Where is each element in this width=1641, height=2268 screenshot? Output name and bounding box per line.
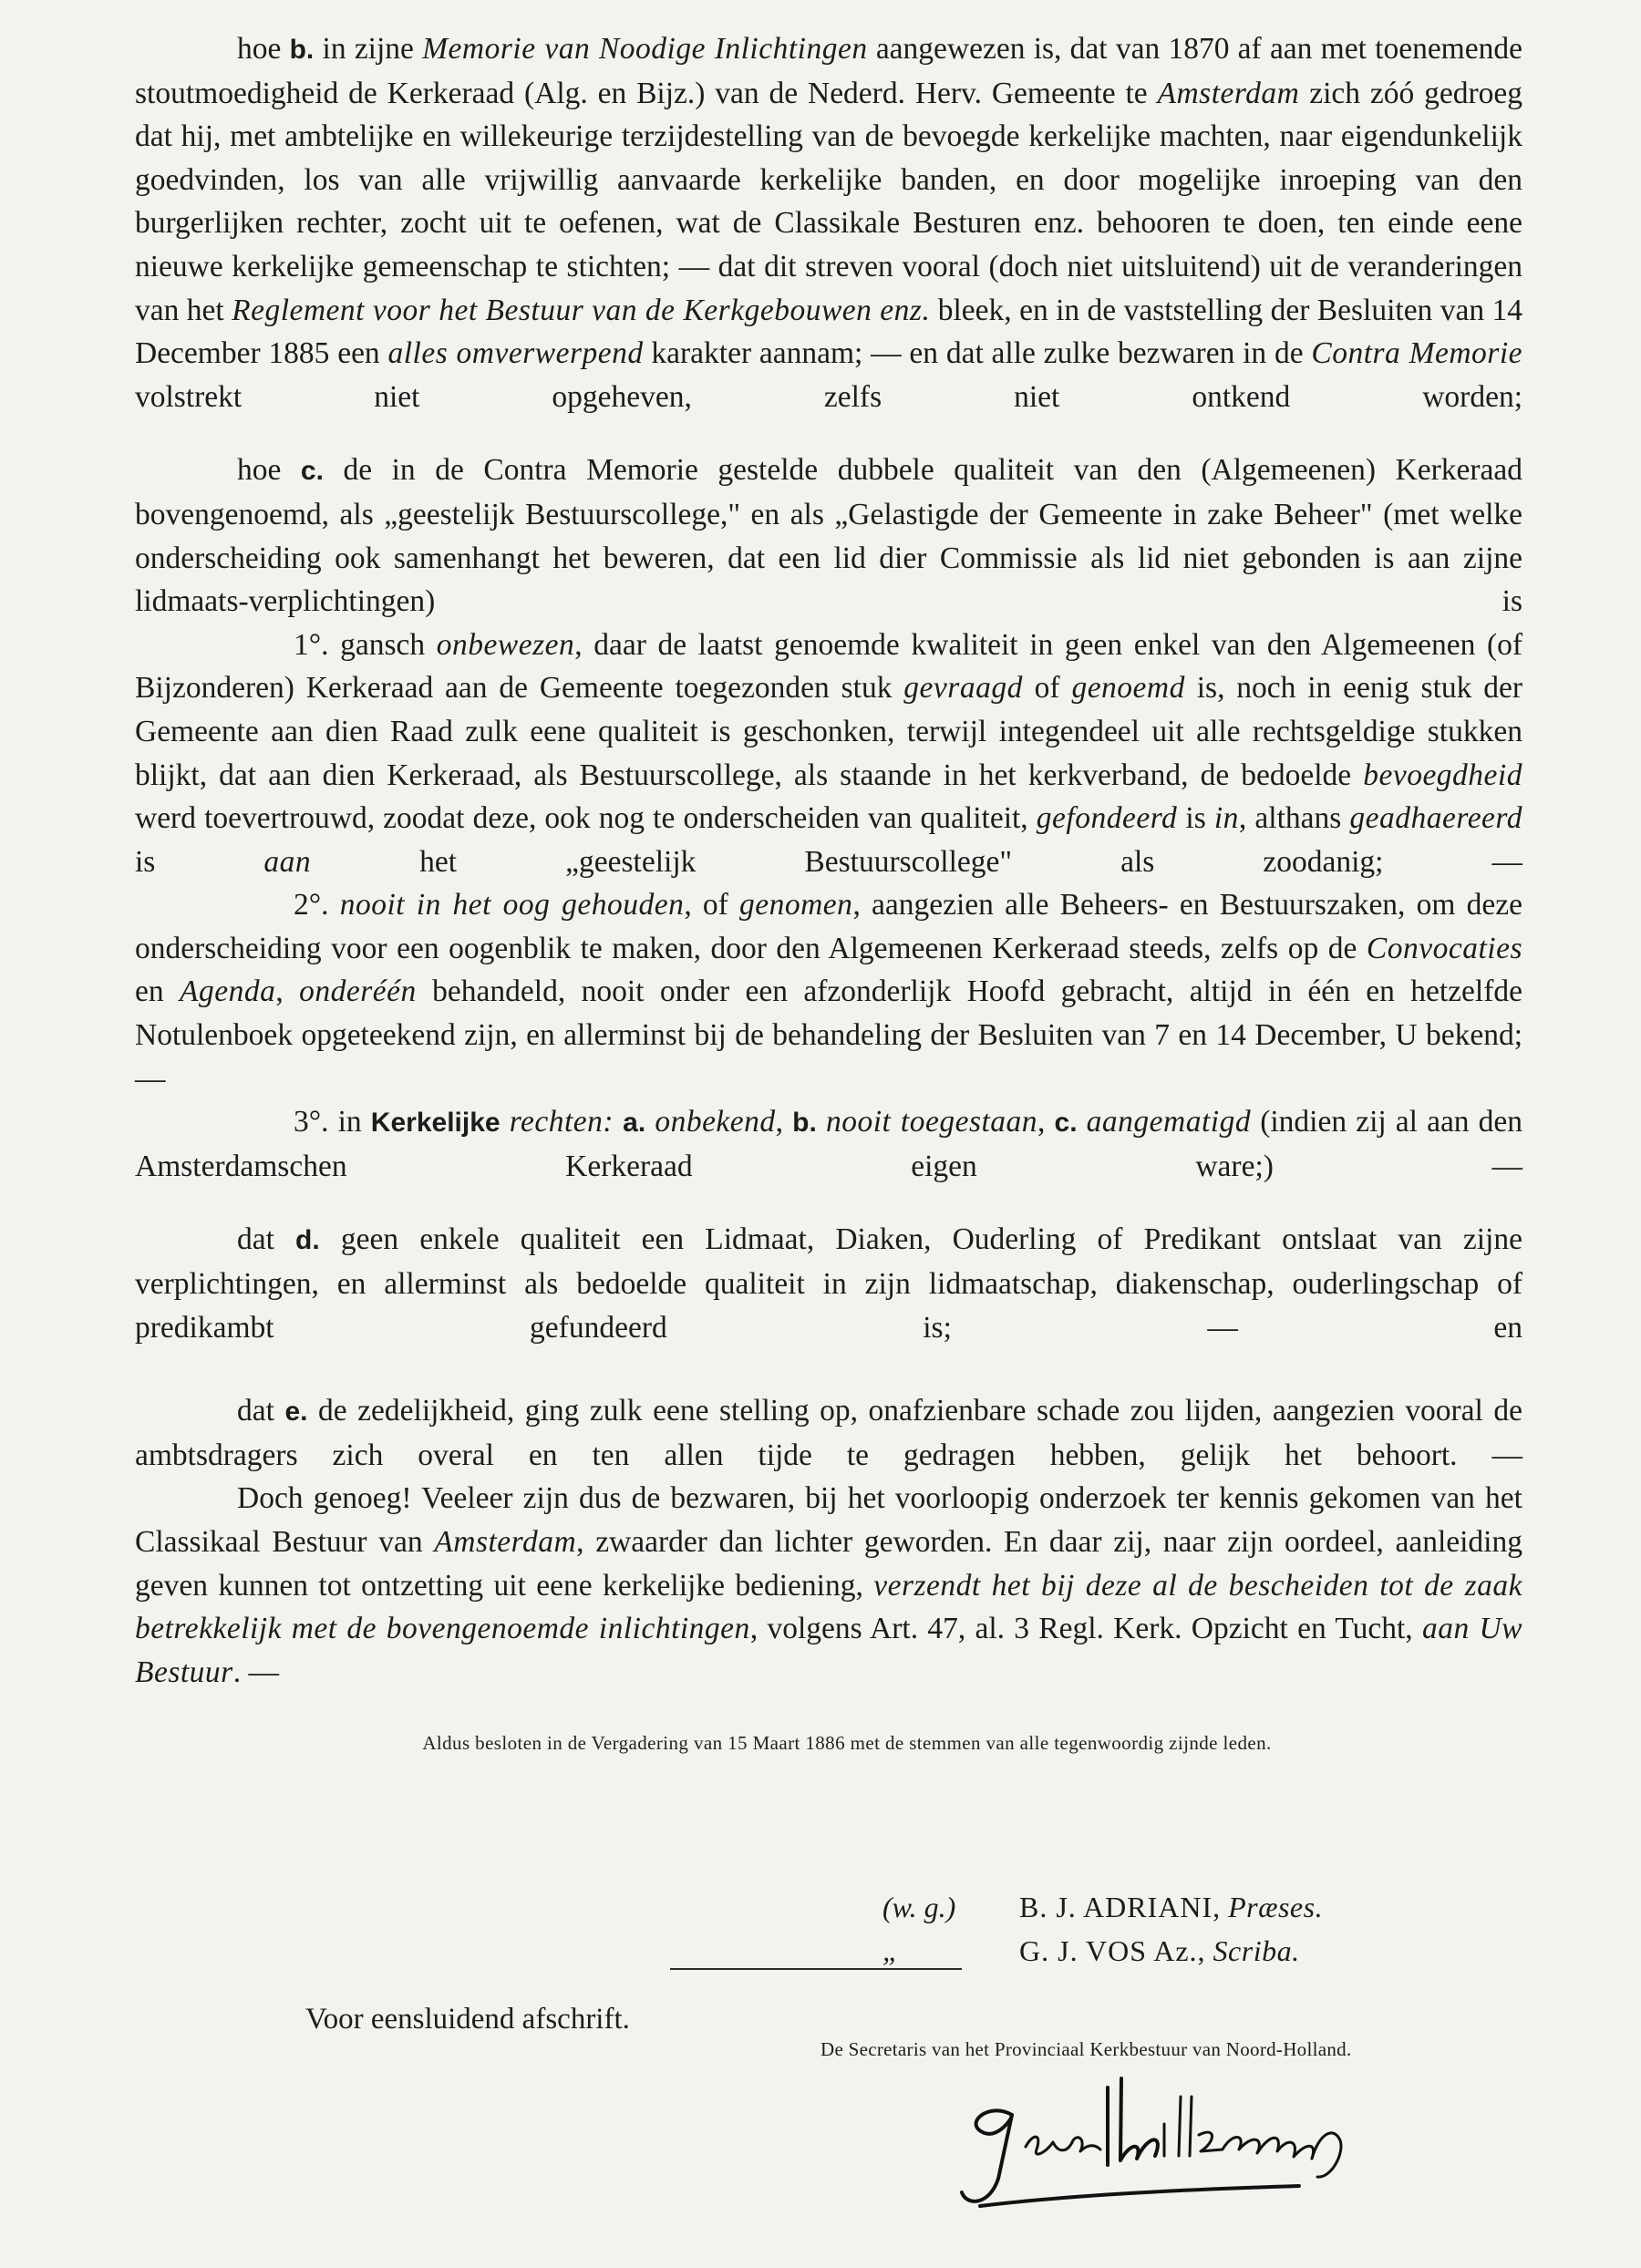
text: en [135, 974, 181, 1009]
italic-text: Contra Memorie [1311, 336, 1522, 371]
italic-text: gefondeerd [1036, 801, 1178, 836]
handwritten-signature [925, 2069, 1363, 2224]
text: werd toevertrouwd, zoodat deze, ook nog te onderscheiden van qualiteit, [135, 801, 1037, 836]
text: hoe [237, 453, 301, 488]
text: , althans [1238, 801, 1350, 836]
text: , [275, 974, 300, 1009]
italic-text: nooit in het oog gehouden [339, 888, 685, 923]
text [645, 1105, 655, 1139]
text: , [1037, 1105, 1055, 1139]
italic-text: Convocaties [1366, 931, 1522, 965]
text: in zijne [314, 32, 423, 66]
text: het „geestelijk Bestuurscollege" als zoodanig; — [311, 844, 1522, 879]
italic-text: alles omverwerpend [387, 336, 644, 371]
paragraph-c-2 [135, 883, 1522, 1100]
italic-text: aan Uw Bestuur [135, 1612, 1522, 1689]
text: behandeld, nooit onder een afzonderlijk Hoofd gebracht, altijd in één en hetzelfde Notulenboek opgeteekend zijn, en allerminst bij de behandeling der Besluiten van 7 en 14 December, U bekend; — [135, 974, 1523, 1096]
signer-role: Scriba. [1213, 1934, 1300, 1967]
text: of [1022, 671, 1072, 706]
item-marker: c. [300, 456, 324, 487]
bold-term: Kerkelijke [370, 1108, 501, 1139]
paragraph-c-3 [135, 1100, 1522, 1188]
italic-text: genoemd [1071, 671, 1185, 706]
text: dat [237, 1222, 296, 1257]
paragraph-b [135, 27, 1522, 418]
signer-row [882, 1929, 1323, 1973]
italic-text: nooit toegestaan [825, 1105, 1038, 1139]
text [614, 1105, 623, 1139]
signer-name: B. J. ADRIANI, [1019, 1891, 1222, 1923]
text: 3°. in [294, 1105, 371, 1139]
text: is [135, 844, 264, 879]
signer-label: (w. g.) [882, 1891, 956, 1923]
text: . — [232, 1655, 279, 1689]
italic-text: Reglement voor het Bestuur van de Kerkgebouwen enz. [232, 293, 931, 327]
item-marker: e. [284, 1397, 308, 1428]
divider-rule [670, 1968, 962, 1970]
italic-text: Amsterdam [434, 1525, 577, 1559]
text [817, 1105, 826, 1139]
text: Doch genoeg! Veeleer zijn dus de bezwaren, bij het voorloopig onderzoek ter kennis gekomen van het Classikaal Bestuur van [135, 1481, 1522, 1559]
signer-role: Præses. [1228, 1891, 1324, 1923]
paragraph-conclusion [135, 1477, 1522, 1694]
text: , of [684, 888, 739, 923]
text: is [1177, 801, 1214, 836]
italic-text: Agenda [180, 974, 276, 1009]
text: 2°. [294, 888, 340, 923]
signer-name: G. J. VOS Az., [1019, 1934, 1206, 1967]
item-marker: a. [623, 1108, 646, 1139]
italic-text: rechten: [509, 1105, 614, 1139]
text: karakter aannam; — en dat alle zulke bezwaren in de [643, 336, 1312, 371]
italic-text: onbewezen [436, 627, 575, 662]
text: hoe [237, 32, 290, 66]
paragraph-c-1 [135, 624, 1522, 884]
italic-text: Amsterdam [1157, 76, 1300, 110]
paragraph-c [135, 448, 1522, 623]
item-marker: b. [289, 35, 315, 65]
italic-text: bevoegdheid [1363, 758, 1522, 792]
text: , aangezien alle Beheers- en Bestuurszaken, om deze onderscheiding voor een oogenblik te maken, door den Algemeenen Kerkeraad steeds, zelfs op de [135, 888, 1522, 965]
italic-text: onbekend [655, 1105, 776, 1139]
text: aangewezen is, dat van 1870 af aan met toenemende stoutmoedigheid de Kerkeraad (Alg. en Bijz.) van de Nederd. Herv. Gemeente te [135, 32, 1522, 110]
item-marker: b. [792, 1108, 817, 1139]
paragraph-d [135, 1218, 1522, 1349]
signer-label: „ [882, 1934, 899, 1967]
italic-text: in [1213, 801, 1239, 836]
text: volstrekt niet opgeheven, zelfs niet ontkend worden; [135, 379, 1522, 414]
text: de zedelijkheid, ging zulk eene stelling op, onafzienbare schade zou lijden, aangezien vooral de ambtsdragers zich overal en ten allen tijde te gedragen hebben, gelijk het behoort. — [135, 1394, 1522, 1472]
text: , [775, 1105, 793, 1139]
text [1078, 1105, 1087, 1139]
text: (indien zij al aan den Amsterdamschen Kerkeraad eigen ware;) — [135, 1105, 1523, 1183]
text: geen enkele qualiteit een Lidmaat, Diaken, Ouderling of Predikant ontslaat van zijne verplichtingen, en allerminst als bedoelde qualiteit in zijn lidmaatschap, diakenschap, ouderlingschap of predikambt gefundeerd is; — en [135, 1222, 1522, 1345]
italic-text: aangematigd [1086, 1105, 1252, 1139]
paragraph-e [135, 1389, 1522, 1477]
italic-text: verzendt het bij deze al de bescheiden tot de zaak betrekkelijk met de bovengenoemde inlichtingen [135, 1568, 1522, 1646]
resolution-line: Aldus besloten in de Vergadering van 15 Maart 1886 met de stemmen van alle tegenwoordig zijnde leden. [422, 1732, 1272, 1755]
italic-text: aan [263, 844, 312, 879]
copy-note: Voor eensluidend afschrift. [305, 2003, 630, 2036]
text: bleek, en in de vaststelling der Besluiten van 14 December 1885 een [135, 293, 1522, 371]
text: , zwaarder dan lichter geworden. En daar zij, naar zijn oordeel, aanleiding geven kunnen tot ontzetting uit eene kerkelijke bediening, [135, 1525, 1522, 1603]
italic-text: onderéén [299, 974, 417, 1009]
text: dat [237, 1394, 285, 1428]
text: , daar de laatst genoemde kwaliteit in geen enkel van den Algemeenen (of Bijzonderen) Kerkeraad aan de Gemeente toegezonden stuk [135, 627, 1523, 706]
text: 1°. gansch [294, 627, 437, 662]
item-marker: c. [1054, 1108, 1078, 1139]
italic-text: gevraagd [903, 671, 1023, 706]
italic-text: geadhaereerd [1349, 801, 1522, 836]
italic-text: Memorie van Noodige Inlichtingen [422, 32, 868, 66]
text [501, 1105, 510, 1139]
text: is, noch in eenig stuk der Gemeente aan dien Raad zulk eene qualiteit is geschonken, terwijl integendeel uit alle rechtsgeldige stukken blijkt, dat aan dien Kerkeraad, als Bestuurscollege, als staande in het kerkverband, de bedoelde [135, 671, 1523, 792]
text: de in de Contra Memorie gestelde dubbele qualiteit van den (Algemeenen) Kerkeraad bovengenoemd, als „geestelijk Bestuurscollege," en als „Gelastigde der Gemeente in zake Beheer" (met welke onderscheiding ook samenhangt het beweren, dat een lid dier Commissie als lid niet gebonden is aan zijne lidmaats-verplichtingen) is [135, 453, 1522, 619]
item-marker: d. [295, 1225, 320, 1256]
signer-row [882, 1885, 1323, 1929]
signatories [882, 1885, 1323, 1973]
secretary-line: De Secretaris van het Provinciaal Kerkbestuur van Noord-Holland. [820, 2038, 1352, 2060]
text: zich zóó gedroeg dat hij, met ambtelijke en willekeurige terzijdestelling van de bevoegde kerkelijke machten, naar eigendunkelijk goedvinden, los van alle vrijwillig aanvaarde kerkelijke banden, en door mogelijke inroeping van den burgerlijken rechter, zocht uit te oefenen, wat de Classikale Besturen enz. behooren te doen, ten einde eene nieuwe kerkelijke gemeenschap te stichten; — dat dit streven vooral (doch niet uitsluitend) uit de veranderingen van het [135, 76, 1522, 327]
text: , volgens Art. 47, al. 3 Regl. Kerk. Opzicht en Tucht, [749, 1612, 1422, 1646]
italic-text: genomen [739, 888, 853, 923]
